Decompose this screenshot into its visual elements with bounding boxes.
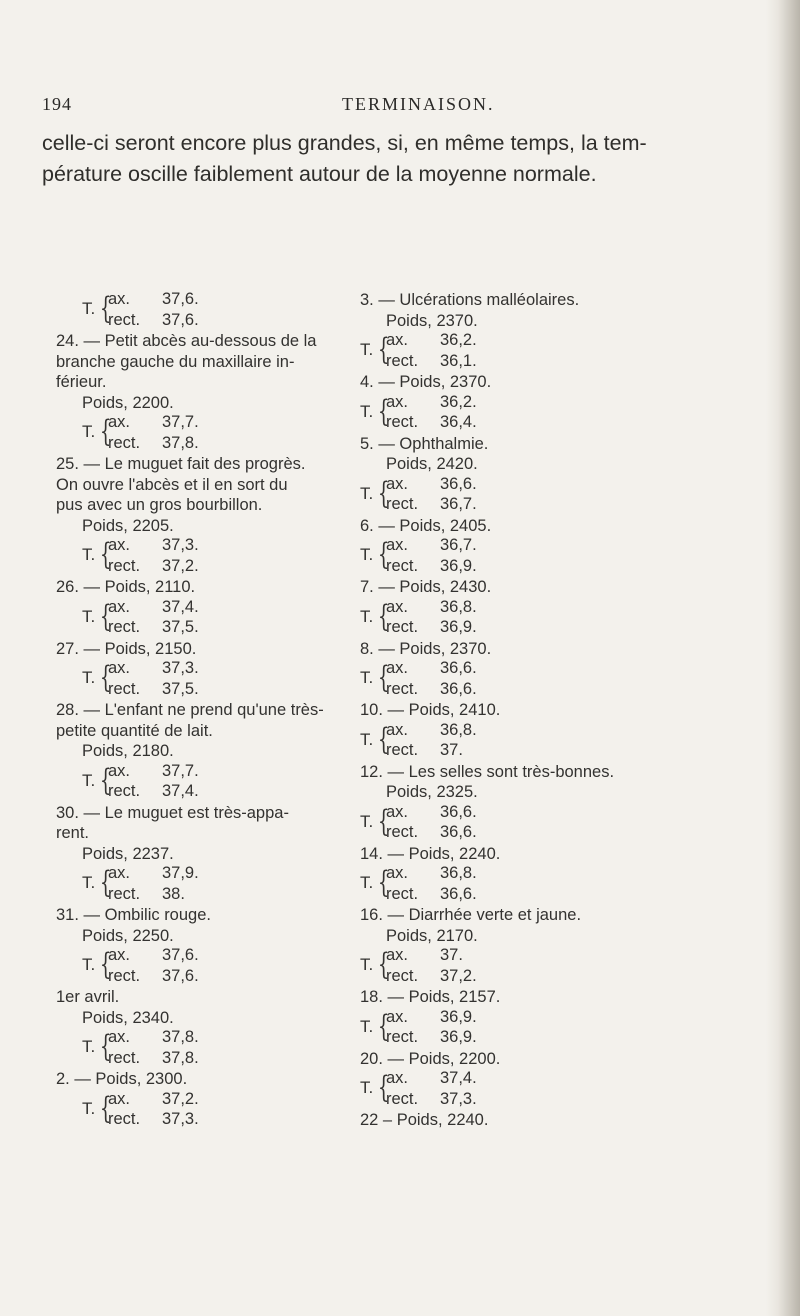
temperature-reading xyxy=(360,659,780,700)
rectal-label: rect. xyxy=(108,966,141,985)
rectal-value: 37,8. xyxy=(162,1048,199,1067)
brace: { xyxy=(377,475,390,511)
entry-line: 18. — Poids, 2157. xyxy=(360,988,501,1006)
entry-line: 7. — Poids, 2430. xyxy=(360,578,492,596)
weight-line: Poids, 2170. xyxy=(386,926,478,945)
axillary-label: ax. xyxy=(108,1089,131,1108)
axillary-value: 36,7. xyxy=(440,536,477,554)
rectal-label: rect. xyxy=(386,679,419,698)
brace: { xyxy=(377,660,390,695)
rectal-value: 37,5. xyxy=(162,618,199,636)
axillary-label: ax. xyxy=(108,413,131,431)
rectal-value: 37,6. xyxy=(162,310,199,329)
brace: { xyxy=(377,393,390,429)
axillary-value: 37. xyxy=(440,946,463,964)
axillary-label: ax. xyxy=(386,720,409,739)
axillary-value: 36,8. xyxy=(440,597,477,616)
weight-line: Poids, 2205. xyxy=(82,516,174,535)
weight-line: Poids, 2250. xyxy=(82,926,174,945)
brace: { xyxy=(377,947,390,982)
entry-line: 1er avril. xyxy=(56,988,120,1006)
entry-line: branche gauche du maxillaire in- xyxy=(56,352,295,371)
temperature-label: T. xyxy=(360,668,374,687)
temperature-label: T. xyxy=(360,1016,374,1036)
intro-line: celle-ci seront encore plus grandes, si, en même temps, la tem- xyxy=(42,131,647,155)
axillary-value: 37,3. xyxy=(162,536,199,554)
rectal-value: 38. xyxy=(162,884,185,903)
entry-line: 4. — Poids, 2370. xyxy=(360,373,492,391)
rectal-label: rect. xyxy=(386,1028,419,1046)
weight-line: Poids, 2325. xyxy=(386,783,478,801)
rectal-value: 37,3. xyxy=(440,1089,477,1108)
axillary-label: ax. xyxy=(108,761,131,780)
entry-line: 28. — L'enfant ne prend qu'une très- xyxy=(56,701,324,719)
rectal-label: rect. xyxy=(108,884,141,903)
axillary-value: 37,6. xyxy=(162,946,199,964)
rectal-value: 37,2. xyxy=(440,966,477,985)
rectal-label: rect. xyxy=(108,782,141,800)
entry-line: 6. — Poids, 2405. xyxy=(360,516,492,535)
entry-line: 14. — Poids, 2240. xyxy=(360,844,501,863)
temperature-label: T. xyxy=(82,873,96,892)
temperature-reading xyxy=(56,290,346,331)
axillary-value: 37,4. xyxy=(440,1069,477,1087)
temperature-label: T. xyxy=(360,545,374,564)
brace: { xyxy=(99,947,112,982)
entry-line: 26. — Poids, 2110. xyxy=(56,578,196,596)
left-column xyxy=(56,290,346,1131)
rectal-value: 36,6. xyxy=(440,823,477,841)
brace: { xyxy=(99,598,112,634)
temperature-reading xyxy=(56,1090,346,1131)
rectal-value: 36,9. xyxy=(440,618,477,636)
axillary-label: ax. xyxy=(108,597,131,616)
rectal-label: rect. xyxy=(108,618,141,636)
brace: { xyxy=(99,660,112,695)
temperature-reading xyxy=(360,536,780,577)
entry-line: 8. — Poids, 2370. xyxy=(360,639,492,658)
rectal-value: 36,4. xyxy=(440,413,477,431)
entry-line: 24. — Petit abcès au-dessous de la xyxy=(56,332,317,350)
weight-line: Poids, 2420. xyxy=(386,455,478,473)
axillary-label: ax. xyxy=(386,1007,409,1026)
axillary-label: ax. xyxy=(386,802,409,821)
rectal-label: rect. xyxy=(386,966,419,985)
axillary-label: ax. xyxy=(386,659,409,677)
brace: { xyxy=(99,1090,112,1126)
axillary-value: 37,7. xyxy=(162,413,199,431)
temperature-label: T. xyxy=(360,401,374,421)
entry-line: rent. xyxy=(56,824,90,842)
rectal-value: 36,6. xyxy=(440,884,477,903)
rectal-value: 37,8. xyxy=(162,433,199,452)
brace: { xyxy=(99,1029,112,1064)
temperature-label: T. xyxy=(82,770,96,790)
rectal-label: rect. xyxy=(386,884,419,903)
entry-line: On ouvre l'abcès et il en sort du xyxy=(56,475,288,494)
temperature-reading xyxy=(56,946,346,987)
weight-line: Poids, 2340. xyxy=(82,1008,174,1027)
temperature-label: T. xyxy=(82,545,96,564)
rectal-label: rect. xyxy=(386,823,419,841)
intro-paragraph xyxy=(42,128,777,190)
temperature-label: T. xyxy=(82,1098,96,1118)
entry-line: 20. — Poids, 2200. xyxy=(360,1049,501,1068)
rectal-label: rect. xyxy=(386,413,419,431)
temperature-reading xyxy=(56,864,346,905)
entry-line: 2. — Poids, 2300. xyxy=(56,1070,188,1088)
rectal-label: rect. xyxy=(108,433,141,452)
entry-line: 22 – Poids, 2240. xyxy=(360,1111,489,1129)
temperature-reading xyxy=(56,413,346,454)
rectal-label: rect. xyxy=(108,1048,141,1067)
rectal-value: 36,9. xyxy=(440,556,477,575)
axillary-label: ax. xyxy=(386,1069,409,1087)
page-number: 194 xyxy=(42,94,72,114)
temperature-label: T. xyxy=(360,729,374,749)
brace: { xyxy=(99,291,112,326)
weight-line: Poids, 2370. xyxy=(386,311,478,330)
rectal-value: 36,9. xyxy=(440,1028,477,1046)
axillary-value: 36,8. xyxy=(440,864,477,882)
axillary-value: 36,6. xyxy=(440,659,477,677)
brace: { xyxy=(377,598,390,634)
axillary-value: 37,9. xyxy=(162,864,199,882)
entry-line: 10. — Poids, 2410. xyxy=(360,701,501,719)
entry-line: 25. — Le muguet fait des progrès. xyxy=(56,455,306,473)
brace: { xyxy=(377,332,390,367)
axillary-label: ax. xyxy=(108,290,131,308)
axillary-label: ax. xyxy=(108,536,131,554)
rectal-value: 37,6. xyxy=(162,966,199,985)
brace: { xyxy=(99,414,112,449)
temperature-label: T. xyxy=(82,955,96,974)
rectal-label: rect. xyxy=(108,679,141,698)
entry-line: 31. — Ombilic rouge. xyxy=(56,906,211,924)
rectal-label: rect. xyxy=(386,618,419,636)
rectal-value: 36,1. xyxy=(440,351,477,370)
axillary-value: 37,8. xyxy=(162,1028,199,1046)
temperature-reading xyxy=(56,659,346,700)
brace: { xyxy=(377,537,390,572)
temperature-reading xyxy=(360,803,780,844)
rectal-label: rect. xyxy=(386,741,419,759)
entry-line: 30. — Le muguet est très-appa- xyxy=(56,803,289,822)
axillary-value: 37,2. xyxy=(162,1089,199,1108)
temperature-reading xyxy=(56,536,346,577)
temperature-label: T. xyxy=(82,606,96,626)
rectal-label: rect. xyxy=(386,556,419,575)
temperature-reading xyxy=(56,1028,346,1069)
axillary-label: ax. xyxy=(386,392,409,411)
rectal-value: 37. xyxy=(440,741,463,759)
running-title: TERMINAISON. xyxy=(342,94,495,114)
intro-line: pérature oscille faiblement autour de la moyenne normale. xyxy=(42,162,597,186)
brace: { xyxy=(99,865,112,900)
entry-line: 3. — Ulcérations malléolaires. xyxy=(360,291,580,309)
axillary-label: ax. xyxy=(108,659,131,677)
temperature-label: T. xyxy=(360,811,374,831)
axillary-value: 36,6. xyxy=(440,802,477,821)
rectal-label: rect. xyxy=(386,1089,419,1108)
axillary-label: ax. xyxy=(386,536,409,554)
axillary-label: ax. xyxy=(386,474,409,493)
temperature-label: T. xyxy=(360,873,374,892)
axillary-value: 37,4. xyxy=(162,597,199,616)
brace: { xyxy=(99,762,112,798)
axillary-value: 36,8. xyxy=(440,720,477,739)
temperature-reading xyxy=(360,864,780,905)
temperature-label: T. xyxy=(360,340,374,359)
axillary-label: ax. xyxy=(386,597,409,616)
temperature-reading xyxy=(360,475,780,516)
temperature-reading xyxy=(360,721,780,762)
temperature-reading xyxy=(360,1008,780,1049)
entry-line: petite quantité de lait. xyxy=(56,721,213,740)
axillary-value: 36,9. xyxy=(440,1007,477,1026)
temperature-label: T. xyxy=(360,606,374,626)
brace: { xyxy=(377,721,390,757)
rectal-value: 37,4. xyxy=(162,782,199,800)
weight-line: Poids, 2180. xyxy=(82,742,174,760)
rectal-value: 37,3. xyxy=(162,1110,199,1128)
temperature-reading xyxy=(360,331,780,372)
temperature-label: T. xyxy=(82,668,96,687)
rectal-label: rect. xyxy=(386,495,419,513)
rectal-value: 36,6. xyxy=(440,679,477,698)
axillary-value: 36,2. xyxy=(440,331,477,349)
entry-line: 12. — Les selles sont très-bonnes. xyxy=(360,762,615,781)
temperature-label: T. xyxy=(82,422,96,441)
temperature-label: T. xyxy=(360,1078,374,1097)
rectal-label: rect. xyxy=(108,310,141,329)
temperature-label: T. xyxy=(360,955,374,974)
axillary-label: ax. xyxy=(386,864,409,882)
temperature-reading xyxy=(360,1069,780,1110)
axillary-value: 36,2. xyxy=(440,392,477,411)
rectal-value: 37,2. xyxy=(162,556,199,575)
entry-line: pus avec un gros bourbillon. xyxy=(56,496,263,514)
axillary-label: ax. xyxy=(386,946,409,964)
right-column xyxy=(360,290,780,1131)
entry-line: 27. — Poids, 2150. xyxy=(56,639,197,658)
brace: { xyxy=(377,1008,390,1044)
brace: { xyxy=(377,865,390,900)
rectal-value: 36,7. xyxy=(440,495,477,513)
temperature-label: T. xyxy=(82,1037,96,1056)
rectal-value: 37,5. xyxy=(162,679,199,698)
weight-line: Poids, 2200. xyxy=(82,393,174,412)
axillary-label: ax. xyxy=(108,946,131,964)
axillary-value: 37,6. xyxy=(162,290,199,308)
temperature-reading xyxy=(360,598,780,639)
temperature-label: T. xyxy=(360,483,374,503)
rectal-label: rect. xyxy=(108,556,141,575)
running-header xyxy=(42,94,762,120)
rectal-label: rect. xyxy=(386,351,419,370)
temperature-reading xyxy=(56,598,346,639)
axillary-label: ax. xyxy=(108,864,131,882)
axillary-label: ax. xyxy=(108,1028,131,1046)
entry-line: férieur. xyxy=(56,373,107,391)
axillary-value: 36,6. xyxy=(440,474,477,493)
axillary-label: ax. xyxy=(386,331,409,349)
temperature-reading xyxy=(360,393,780,434)
weight-line: Poids, 2237. xyxy=(82,844,174,863)
brace: { xyxy=(99,537,112,572)
temperature-reading xyxy=(360,946,780,987)
temperature-label: T. xyxy=(82,299,96,318)
rectal-label: rect. xyxy=(108,1110,141,1128)
axillary-value: 37,7. xyxy=(162,761,199,780)
axillary-value: 37,3. xyxy=(162,659,199,677)
entry-line: 5. — Ophthalmie. xyxy=(360,434,489,453)
brace: { xyxy=(377,803,390,839)
entry-line: 16. — Diarrhée verte et jaune. xyxy=(360,906,582,924)
brace: { xyxy=(377,1070,390,1105)
temperature-reading xyxy=(56,762,346,803)
